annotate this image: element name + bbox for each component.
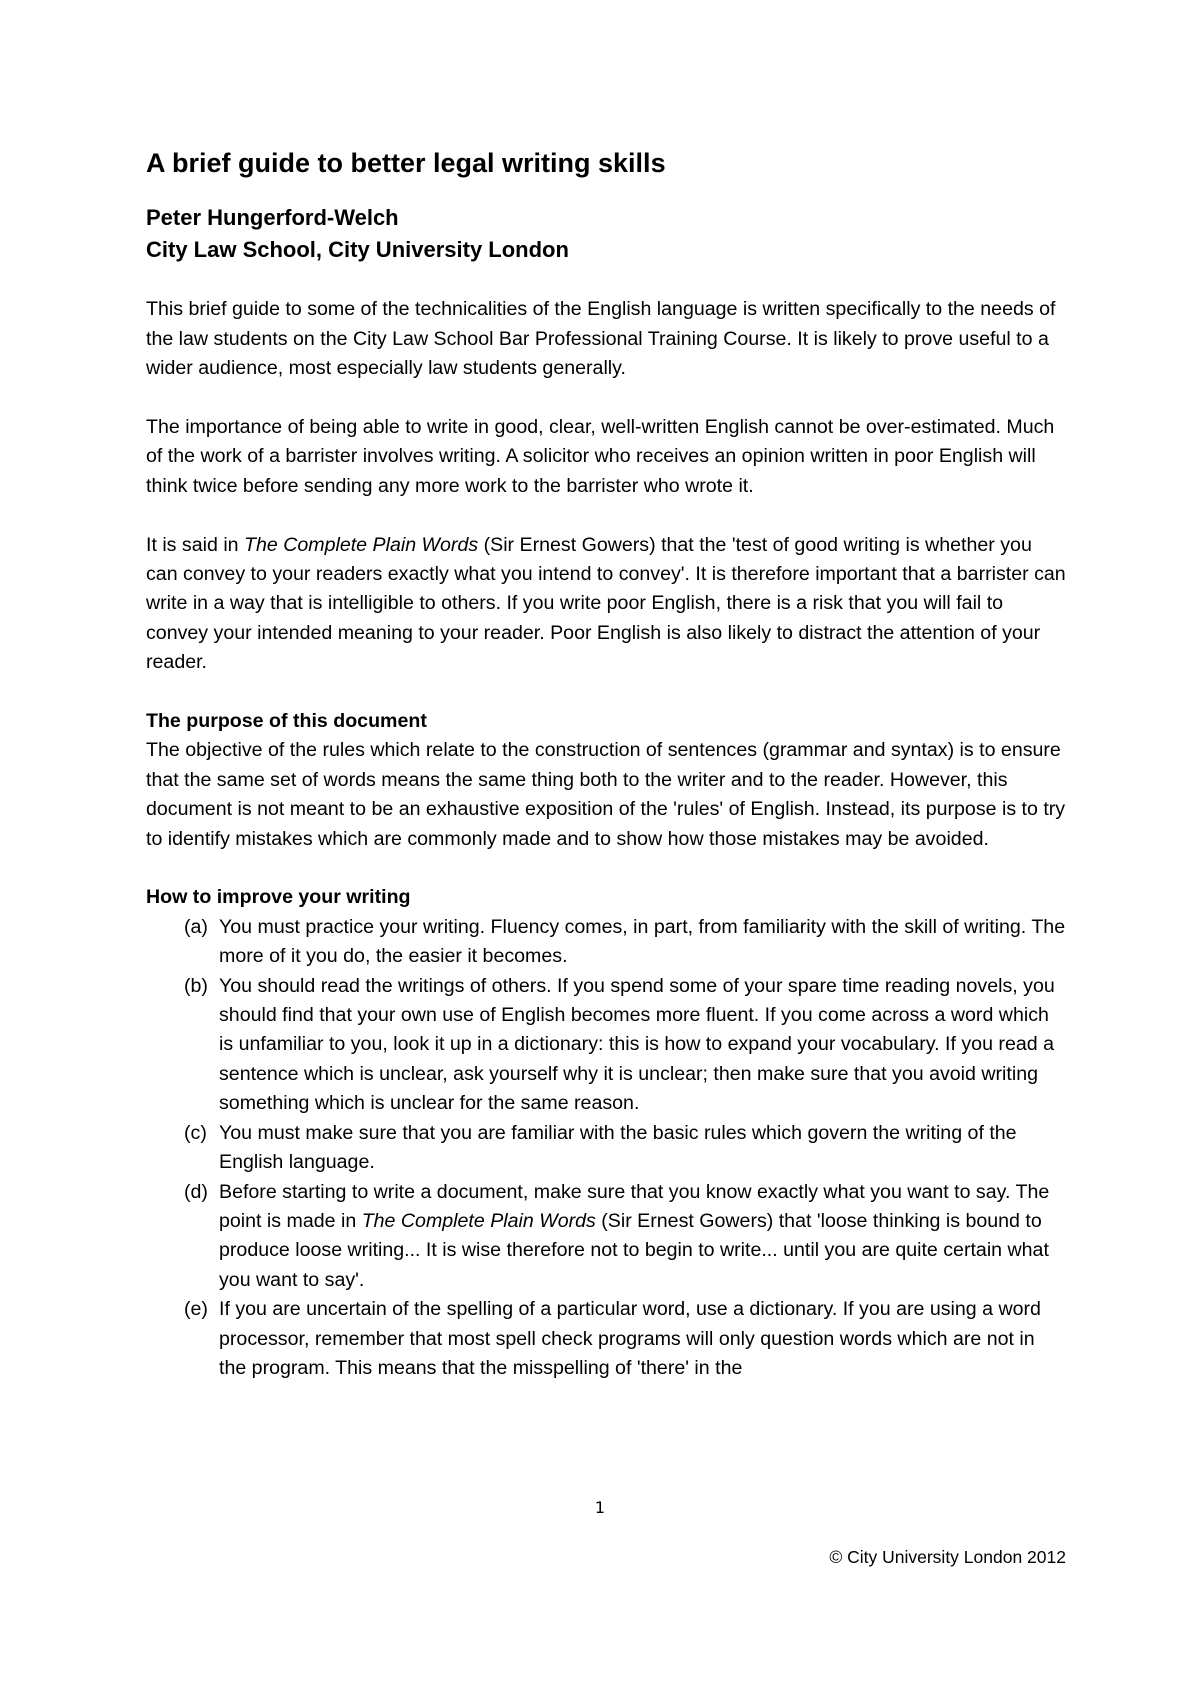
list-item-text-after: (Sir Ernest Gowers) that 'loose thinking is bound to produce loose writing... It is wise therefore not to begin to write... until you are quite certain what you want to say'.	[219, 1209, 1049, 1291]
gowers-paragraph	[146, 531, 1066, 678]
document-title: A brief guide to better legal writing skills	[146, 148, 666, 178]
list-item-text: You should read the writings of others. If you spend some of your spare time reading novels, you should find that your own use of English becomes more fluent. If you come across a word which is unfamiliar to you, look it up in a dictionary: this is how to expand your vocabulary. If you read a sentence which is unclear, ask yourself why it is unclear; then make sure that you avoid writing something which is unclear for the same reason.	[219, 974, 1055, 1115]
list-marker: (c)	[184, 1121, 207, 1144]
purpose-heading: The purpose of this document	[146, 710, 427, 733]
improve-list	[146, 913, 1066, 1384]
improve-heading: How to improve your writing	[146, 886, 411, 909]
list-marker: (e)	[184, 1298, 208, 1321]
spacer	[146, 266, 1066, 295]
author-name: Peter Hungerford-Welch	[146, 205, 399, 230]
page-number: 1	[594, 1498, 606, 1517]
list-item	[146, 1295, 1066, 1383]
gowers-text-after: (Sir Ernest Gowers) that the 'test of good writing is whether you can convey to your readers exactly what you intend to convey'. It is therefore important that a barrister can write in a way that is intelligible to others. If you write poor English, there is a risk that you will fail to convey your intended meaning to your reader. Poor English is also likely to distract the attention of your reader.	[146, 533, 1066, 674]
book-title: The Complete Plain Words	[244, 533, 479, 556]
list-item	[146, 972, 1066, 1119]
intro-paragraph: This brief guide to some of the technicalities of the English language is written specifically to the needs of the law students on the City Law School Bar Professional Training Course. It is likely to prove useful to a wider audience, most especially law students generally.	[146, 298, 1056, 380]
gowers-text-before: It is said in	[146, 533, 245, 556]
list-item-text: You must make sure that you are familiar with the basic rules which govern the writing of the English language.	[219, 1121, 1017, 1174]
spacer	[146, 384, 1066, 413]
spacer	[146, 678, 1066, 707]
list-item	[146, 913, 1066, 972]
purpose-paragraph: The objective of the rules which relate to the construction of sentences (grammar and syntax) is to ensure that the same set of words means the same thing both to the writer and to the reader. However, this document is not meant to be an exhaustive exposition of the 'rules' of English. Instead, its purpose is to try to identify mistakes which are commonly made and to show how those mistakes may be avoided.	[146, 739, 1066, 850]
list-item-text: If you are uncertain of the spelling of a particular word, use a dictionary. If you are using a word processor, remember that most spell check programs will only question words which are not in the program. This means that the misspelling of 'there' in the	[219, 1298, 1041, 1379]
list-item	[146, 1119, 1066, 1178]
list-marker: (b)	[184, 974, 208, 997]
book-title: The Complete Plain Words	[361, 1209, 596, 1232]
list-item-text-before: Before starting to write a document, make sure that you know exactly what you want to say. The point is made in	[219, 1180, 1050, 1232]
importance-paragraph: The importance of being able to write in good, clear, well-written English cannot be over-estimated. Much of the work of a barrister involves writing. A solicitor who receives an opinion written in poor English will think twice before sending any more work to the barrister who wrote it.	[146, 416, 1055, 497]
copyright-notice: © City University London 2012	[829, 1547, 1066, 1567]
spacer	[146, 501, 1066, 530]
list-item-text: You must practice your writing. Fluency comes, in part, from familiarity with the skill of writing. The more of it you do, the easier it becomes.	[219, 915, 1066, 968]
author-affiliation: City Law School, City University London	[146, 237, 569, 262]
spacer	[146, 854, 1066, 883]
list-item	[146, 1178, 1066, 1296]
list-marker: (d)	[184, 1180, 208, 1203]
list-marker: (a)	[184, 915, 208, 938]
document-body	[146, 146, 1066, 1383]
